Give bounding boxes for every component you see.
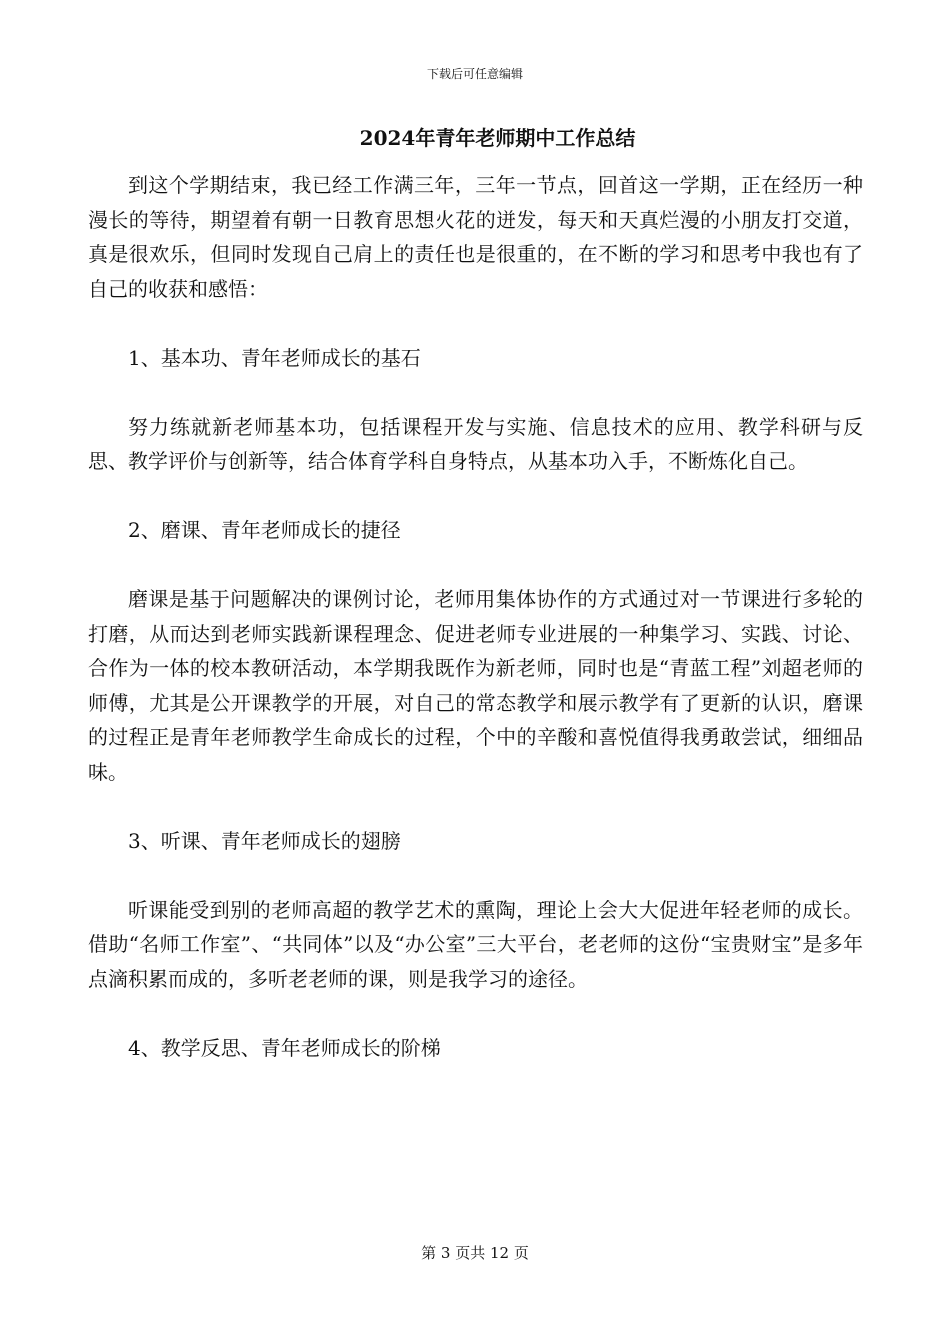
- document-title: 2024年青年老师期中工作总结: [359, 126, 636, 150]
- header-note: 下载后可任意编辑: [426, 67, 523, 81]
- document-body: [88, 168, 863, 1065]
- paragraph-lesson-observation: 听课能受到别的老师高超的教学艺术的熏陶，理论上会大大促进年轻老师的成长。借助“名师工作室”、“共同体”以及“办公室”三大平台，老老师的这份“宝贵财宝”是多年点滴积累而成的，多听老老师的课，则是我学习的途径。: [88, 897, 863, 991]
- section-heading-1: 1、基本功、青年老师成长的基石: [128, 345, 421, 370]
- paragraph-basic-skills: 努力练就新老师基本功，包括课程开发与实施、信息技术的应用、教学科研与反思、教学评价与创新等，结合体育学科自身特点，从基本功入手，不断炼化自己。: [88, 414, 863, 473]
- section-heading-2: 2、磨课、青年老师成长的捷径: [128, 518, 401, 542]
- paragraph-intro: 到这个学期结束，我已经工作满三年，三年一节点，回首这一学期，正在经历一种漫长的等待，期望着有朝一日教育思想火花的迸发，每天和天真烂漫的小朋友打交道，真是很欢乐，但同时发现自己肩上的责任也是很重的，在不断的学习和思考中我也有了自己的收获和感悟：: [88, 173, 863, 301]
- page-number: 第 3 页共 12 页: [421, 1244, 529, 1262]
- section-heading-4: 4、教学反思、青年老师成长的阶梯: [128, 1035, 441, 1060]
- section-heading-3: 3、听课、青年老师成长的翅膀: [128, 828, 401, 853]
- paragraph-lesson-polishing: 磨课是基于问题解决的课例讨论，老师用集体协作的方式通过对一节课进行多轮的打磨，从而达到老师实践新课程理念、促进老师专业进展的一种集学习、实践、讨论、合作为一体的校本教研活动，本学期我既作为新老师，同时也是“青蓝工程”刘超老师的师傅，尤其是公开课教学的开展，对自己的常态教学和展示教学有了更新的认识，磨课的过程正是青年老师教学生命成长的过程，个中的辛酸和喜悦值得我勇敢尝试，细细品味。: [88, 587, 863, 784]
